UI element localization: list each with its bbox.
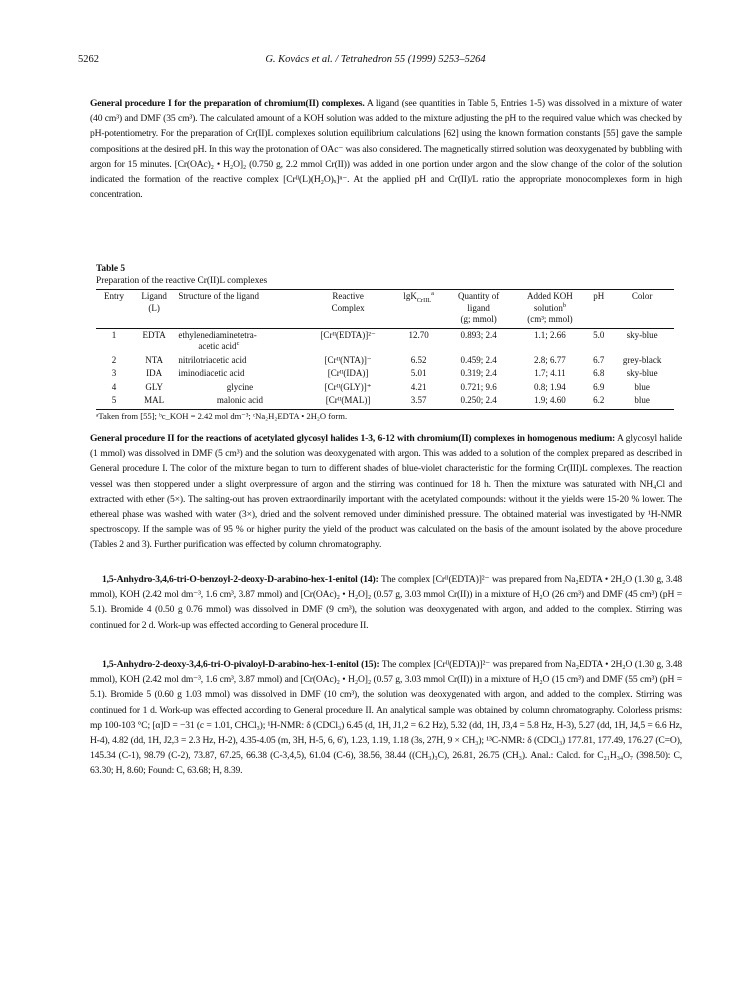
procedure-1-body: A ligand (see quantities in Table 5, Entries 1-5) was dissolved in a mixture of water (40 cm³) and DMF (35 cm³). The calculated amount of a KOH solution was added to the mixture adjusting the pH to the required value which was checked by pH-potentiometry. For the preparation of Cr(II)L complexes solution equilibrium calculations [62] using the known formation constants [55] gave the sample compositions at the desired pH. In this way the protonation of OAc⁻ was also considered. The magnetically stirred solution was deoxygenated by bubbling with argon for 15 minutes. [Cr(OAc)₂ • H₂O]₂ (0.750 g, 2.2 mmol Cr(II)) was added in one portion under argon and the slow change of the color of the solution indicated the formation of the reactive complex [Crᴵᴵ(L)(H₂O)ₓ]ⁿ⁻. At the applied pH and Cr(II)/L ratio the appropriate monocomplexes form in high concentration.: [90, 98, 682, 201]
compound-14-heading: 1,5-Anhydro-3,4,6-tri-O-benzoyl-2-deoxy-D-arabino-hex-1-enitol (14):: [102, 574, 379, 585]
col-entry: Entry: [96, 290, 132, 327]
paragraph-procedure-1: [90, 96, 682, 202]
paragraph-compound-15: [90, 657, 682, 779]
col-lgk: lgK$_{CrIIL}^a$: [393, 290, 445, 327]
table-title: Table 5: [96, 264, 126, 274]
col-complex: Reactive Complex: [304, 290, 393, 327]
table-row: 4 GLY glycine [Crᴵᴵ(GLY)]⁺ 4.21 0.721; 9.6 0.8; 1.94 6.9 blue: [111, 381, 650, 392]
col-ph: pH: [587, 290, 610, 327]
col-quantity: Quantity of ligand (g; mmol): [445, 290, 513, 327]
running-head: G. Kovács et al. / Tetrahedron 55 (1999) 5253–5264: [265, 54, 486, 65]
page-number: 5262: [78, 54, 99, 65]
compound-15-heading: 1,5-Anhydro-2-deoxy-3,4,6-tri-O-pivaloyl-D-arabino-hex-1-enitol (15):: [102, 659, 380, 670]
compound-15-body: The complex [Crᴵᴵ(EDTA)]²⁻ was prepared from Na₂EDTA • 2H₂O (1.30 g, 3.48 mmol), KOH (2.42 mol dm⁻³, 1.6 cm³, 3.87 mmol) and [Cr(OAc)₂ • H₂O]₂ (0.57 g, 3.03 mmol Cr(II)) in a mixture of H₂O (15 cm³) and DMF (55 cm³) (pH = 5.1). Bromide 5 (0.60 g 1.03 mmol) was dissolved in DMF (10 cm³), the solution was deoxygenated with argon, and added to the complex. Stirring was continued for 1 d. Work-up was effected according to General procedure II. An analytical sample was obtained by column chromatography. Colorless prisms: mp 100-103 °C; [α]D = −31 (c = 1.01, CHCl₃); ¹H-NMR: δ (CDCl₃) 6.45 (d, 1H, J1,2 = 6.2 Hz), 5.32 (dd, 1H, J3,4 = 5.8 Hz, H-3), 5.27 (dd, 1H, J4,5 = 6.6 Hz, H-4), 4.82 (dd, 1H, J2,3 = 2.3 Hz, H-2), 4.35-4.05 (m, 3H, H-5, 6, 6'), 1.23, 1.19, 1.18 (3s, 27H, 9 × CH₃); ¹³C-NMR: δ (CDCl₃) 177.81, 177.49, 176.27 (C=O), 145.34 (C-1), 98.79 (C-2), 73.87, 67.25, 66.38 (C-3,4,5), 61.04 (C-6), 38.56, 38.44 ((CH₃)₃C), 26.81, 26.75 (CH₃). Anal.: Calcd. for C₂₁H₃₄O₇ (398.50): C, 63.30; H, 8.60; Found: C, 63.68; H, 8.39.: [90, 659, 682, 777]
procedure-2-heading: General procedure II for the reactions of acetylated glycosyl halides 1-3, 6-12 with chromium(II) complexes in homogenous medium:: [90, 433, 616, 444]
procedure-2-body: A glycosyl halide (1 mmol) was dissolved in DMF (5 cm³) and the solution was deoxygenated with argon. This was added to a solution of the complex prepared as described in General procedure I. The color of the mixture began to turn to different shades of blue-violet characteristic for the forming Cr(III)L complexes. The reaction vessel was then stoppered under a slight overpressure of argon and the stirring was continued for 18 h. Then the mixture was saturated with NH₄Cl and extracted with ether (5×). The salting-out has proven extraordinarily important with the acetylated compounds: without it the yields were 15-20 % lower. The ethereal phase was washed with water (3×), dried and the solvent removed under diminished pressure. The obtained material was investigated by ¹H-NMR spectroscopy. If the sample was of 95 % or higher purity the yield of the product was calculated on the basis of the amount isolated by the above procedure (Tables 2 and 3). Further purification was effected by column chromatography.: [90, 433, 682, 551]
table-row: 5 MAL malonic acid [Crᴵᴵ(MAL)] 3.57 0.250; 2.4 1.9; 4.60 6.2 blue: [96, 394, 674, 409]
table-caption: Preparation of the reactive Cr(II)L complexes: [96, 276, 268, 286]
complex-table: [96, 289, 674, 410]
col-structure: Structure of the ligand: [176, 290, 303, 327]
compound-14-body: The complex [Crᴵᴵ(EDTA)]²⁻ was prepared from Na₂EDTA • 2H₂O (1.30 g, 3.48 mmol), KOH (2.42 mol dm⁻³, 1.6 cm³, 3.87 mmol) and [Cr(OAc)₂ • H₂O]₂ (0.57 g, 3.03 mmol Cr(II)) in a mixture of H₂O (26 cm³) and DMF (45 cm³) (pH = 5.1). Bromide 4 (0.50 g 0.76 mmol) was dissolved in DMF (9 cm³), the solution was deoxygenated with argon, and added to the complex. Stirring was continued for 2 d. Work-up was effected according to General procedure II.: [90, 574, 682, 631]
page-header: [78, 54, 673, 70]
col-ligand: Ligand (L): [132, 290, 176, 327]
procedure-1-heading: General procedure I for the preparation of chromium(II) complexes.: [90, 98, 365, 109]
table-row: 2 NTA nitrilotriacetic acid [Crᴵᴵ(NTA)]⁻ 6.52 0.459; 2.4 2.8; 6.77 6.7 grey-black: [111, 354, 662, 365]
col-color: Color: [610, 290, 674, 327]
table-footnote: ᵃTaken from [55]; ᵇc_KOH = 2.42 mol dm⁻³; ᶜNa₂H₂EDTA • 2H₂O form.: [96, 410, 348, 421]
table-row: 3 IDA iminodiacetic acid [Crᴵᴵ(IDA)] 5.01 0.319; 2.4 1.7; 4.11 6.8 sky-blue: [111, 368, 658, 378]
table-5: [96, 263, 674, 422]
paragraph-compound-14: [90, 572, 682, 633]
paragraph-procedure-2: [90, 431, 682, 553]
col-koh: Added KOH solution$^b$ (cm³; mmol): [513, 290, 588, 327]
table-row: 1 EDTA ethylenediaminetetra- acetic acid$^c$ [Crᴵᴵ(EDTA)]²⁻ 12.70 0.893; 2.4 1.1; 2.66 5.0 sky-blue: [111, 329, 658, 351]
